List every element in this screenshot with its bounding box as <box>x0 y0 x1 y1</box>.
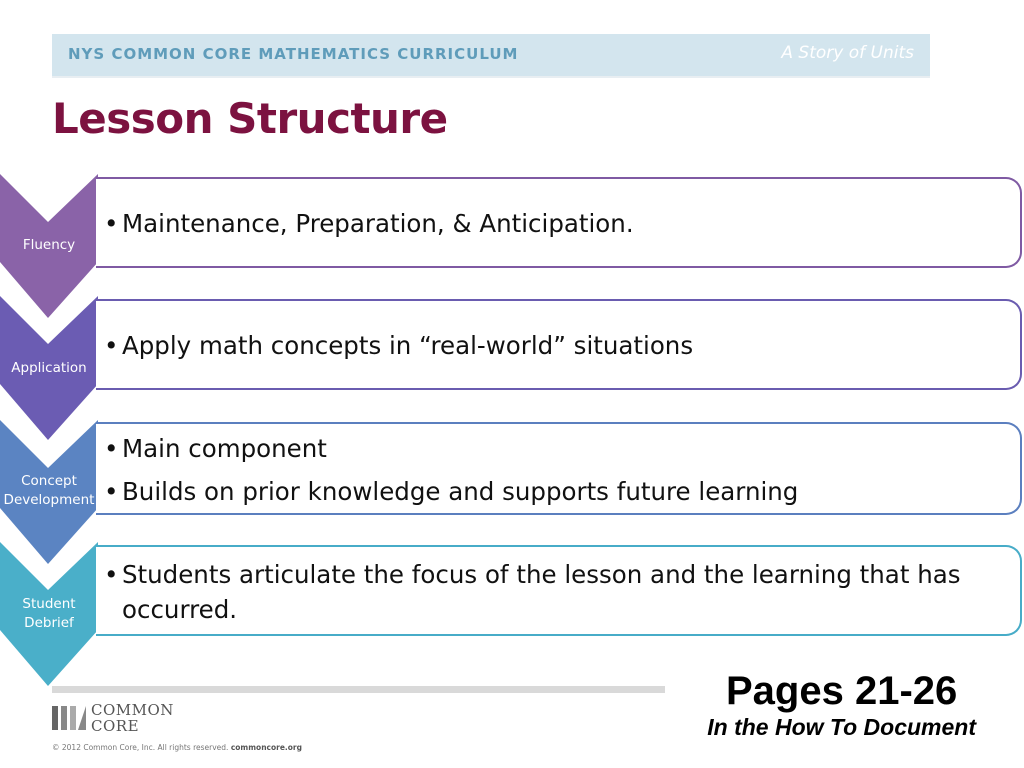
pages-subtitle: In the How To Document <box>707 714 976 740</box>
logo-text <box>91 702 174 734</box>
logo-line: CORE <box>91 717 140 735</box>
chevron-label-fluency <box>0 236 98 255</box>
curriculum-name: NYS COMMON CORE MATHEMATICS CURRICULUM <box>68 45 519 63</box>
bullet-item: • Builds on prior knowledge and supports future learning <box>96 475 990 508</box>
label-line: Fluency <box>22 237 76 253</box>
copyright-text: © 2012 Common Core, Inc. All rights reserved. <box>52 743 229 752</box>
common-core-logo-icon <box>52 704 86 732</box>
copyright-link[interactable]: commoncore.org <box>230 743 303 752</box>
bullet-item: • Maintenance, Preparation, & Anticipation. <box>96 207 990 240</box>
series-name: A Story of Units <box>781 43 914 63</box>
label-line: Development <box>3 492 95 508</box>
logo-line: COMMON <box>91 701 174 719</box>
label-line: Student <box>22 596 76 612</box>
chevron-label-concept-development <box>0 472 98 510</box>
chevron-label-application <box>0 359 98 378</box>
copyright <box>52 743 302 752</box>
page-title: Lesson Structure <box>52 94 448 143</box>
bullet-item: • Students articulate the focus of the lesson and the learning that has occurred. <box>96 557 990 627</box>
label-line: Concept <box>21 473 77 489</box>
concept-development-box <box>96 422 1022 515</box>
footer-divider <box>52 686 665 693</box>
label-line: Debrief <box>24 615 74 631</box>
pages-reference <box>707 668 976 740</box>
header-bar <box>52 34 930 78</box>
pages-title: Pages 21-26 <box>725 669 958 713</box>
bullet-item: • Main component <box>96 432 990 465</box>
bullet-item: • Apply math concepts in “real-world” situations <box>96 329 990 362</box>
application-box <box>96 299 1022 390</box>
fluency-box <box>96 177 1022 268</box>
label-line: Application <box>11 360 87 376</box>
student-debrief-box <box>96 545 1022 636</box>
chevron-label-student-debrief <box>0 595 98 633</box>
